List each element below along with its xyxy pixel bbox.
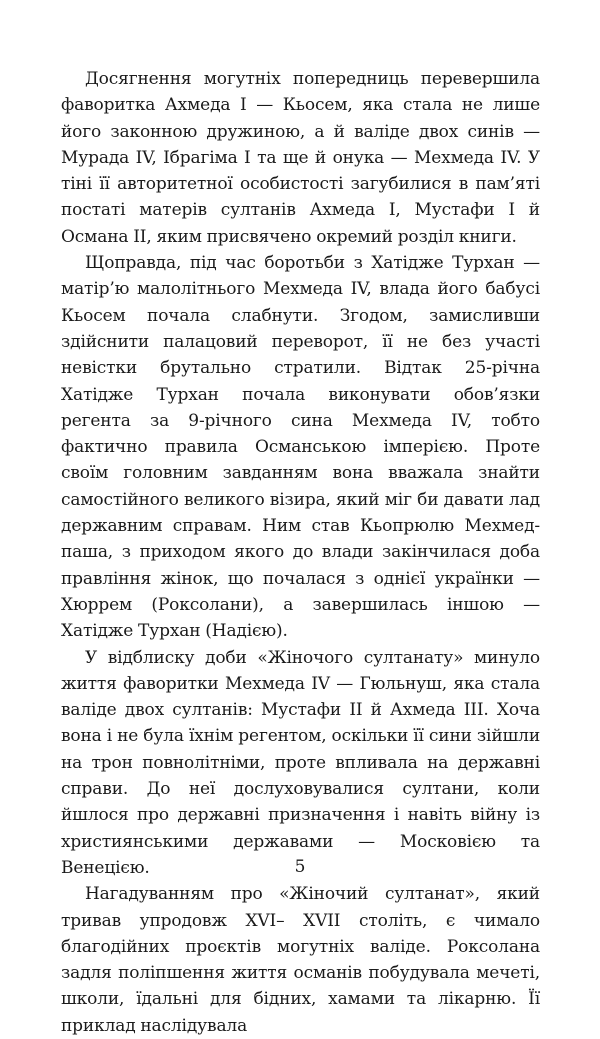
page-body: [61, 66, 540, 1039]
paragraph-2: Щоправда, під час боротьби з Хатідже Турхан — матір’ю малолітнього Мехмеда IV, влада його бабусі Кьосем почала слабнути. Згодом, замисливши здійснити палацовий переворот, її не без участі невістки брутально стратили. Відтак 25-річна Хатідже Турхан почала виконувати обов’язки регента за 9-річного сина Мехмеда IV, тобто фактично правила Османською імперією. Проте своїм головним завданням вона вважала знайти самостійного великого візира, який міг би давати лад державним справам. Ним став Кьопрюлю Мехмед-паша, з приходом якого до влади закінчилася доба правління жінок, що почалася з однієї українки — Хюррем (Роксолани), а завершилась іншою — Хатідже Турхан (Надією).: [61, 253, 540, 642]
paragraph-3: У відблиску доби «Жіночого султанату» минуло життя фаворитки Мехмеда IV — Гюльнуш, яка стала валіде двох султанів: Мустафи II й Ахмеда III. Хоча вона і не була їхнім регентом, оскільки її сини зійшли на трон повнолітніми, проте впливала на державні справи. До неї дослуховувалися султани, коли йшлося про державні призначення і навіть війну із християнськими державами — Московією та Венецією.: [61, 647, 540, 878]
paragraph-4: Нагадуванням про «Жіночий султанат», який тривав упродовж XVI– XVII століть, є чимало благодійних проєктів могутніх валіде. Роксолана задля поліпшення життя османів побудувала мечеті, школи, їдальні для бідних, хамами та лікарню. Її приклад наслідувала: [61, 884, 540, 1036]
page-number: 5: [294, 857, 306, 877]
paragraph-1: Досягнення могутніх попередниць перевершила фаворитка Ахмеда I — Кьосем, яка стала не лише його законною дружиною, а й валіде двох синів — Мурада IV, Ібрагіма I та ще й онука — Мехмеда IV. У тіні її авторитетної особистості загубилися в пам’яті постаті матерів султанів Ахмеда I, Мустафи I й Османа II, яким присвячено окремий розділ книги.: [61, 69, 540, 247]
